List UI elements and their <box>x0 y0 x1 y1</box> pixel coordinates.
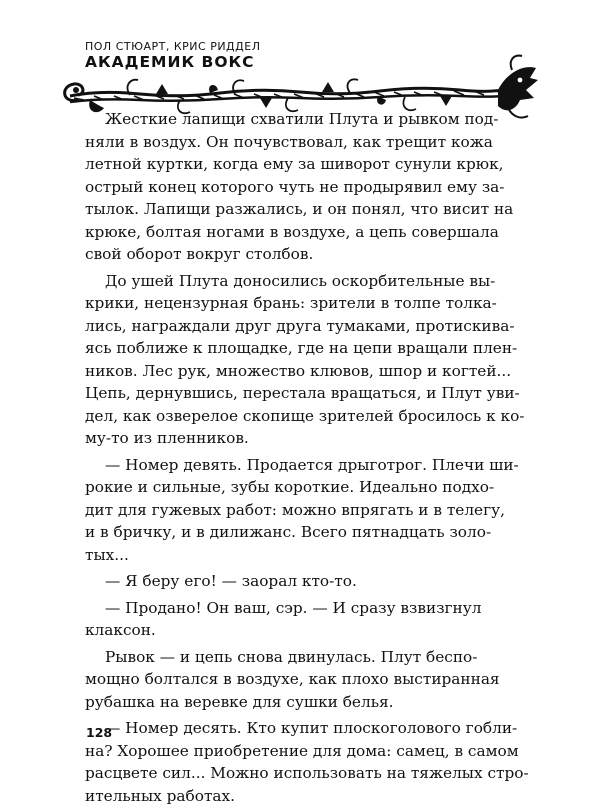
paragraph <box>85 717 529 807</box>
ornament-left-curl <box>65 84 83 101</box>
text-line: — Номер десять. Кто купит плоскоголового гобли- <box>105 719 518 737</box>
text-line: расцвете сил... Можно использовать на тяжелых стро- <box>85 764 529 782</box>
ornament-leaf-4 <box>440 96 452 106</box>
text-line: клаксон. <box>85 621 156 639</box>
text-line: Цепь, дернувшись, перестала вращаться, и Плут уви- <box>85 384 520 402</box>
ornament-leaf-1 <box>156 84 168 94</box>
text-line: ительных работах. <box>85 786 236 805</box>
page-number: 128 <box>86 725 113 740</box>
text-line: лись, награждали друг друга тумаками, протискива- <box>85 316 515 335</box>
paragraph <box>85 646 517 714</box>
text-line: тылок. Лапищи разжались, и он понял, что висит на <box>85 200 514 218</box>
text-line: Жесткие лапищи схватили Плута и рывком под- <box>105 110 499 128</box>
ornament-creature-eye <box>518 78 523 83</box>
text-line: ясь поближе к площадке, где на цепи вращали плен- <box>85 339 518 357</box>
text-line: острый конец которого чуть не продырявил ему за- <box>85 177 505 196</box>
text-line: на? Хорошее приобретение для дома: самец, в самом <box>85 741 519 760</box>
text-line: крики, нецензурная брань: зрители в толпе толка- <box>85 294 497 312</box>
text-line: мощно болтался в воздухе, как плохо выстиранная <box>85 670 500 688</box>
text-line: и в бричку, и в дилижанс. Всего пятнадцать золо- <box>85 523 492 541</box>
text-line: му-то из пленников. <box>85 429 249 447</box>
paragraph <box>85 597 517 642</box>
chapter-body-text <box>85 108 529 811</box>
text-line: — Я беру его! — заорал кто-то. <box>105 572 357 590</box>
text-line: крюке, болтая ногами в воздухе, а цепь совершала <box>85 222 499 241</box>
ornament-sprout-5 <box>348 79 358 93</box>
text-line: — Продано! Он ваш, сэр. — И сразу взвизгнул <box>105 598 482 617</box>
text-line: рубашка на веревке для сушки белья. <box>85 692 394 711</box>
header-authors: ПОЛ СТЮАРТ, КРИС РИДДЕЛ <box>85 40 261 53</box>
text-line: дел, как озверелое скопище зрителей бросилось к ко- <box>85 406 525 425</box>
text-line: До ушей Плута доносились оскорбительные вы- <box>105 271 496 290</box>
header-book-title: АКАДЕМИК ВОКС <box>85 53 255 71</box>
paragraph <box>85 454 517 567</box>
text-line: рокие и сильные, зубы короткие. Идеально подхо- <box>85 478 495 496</box>
text-line: Рывок — и цепь снова двинулась. Плут беспо- <box>105 647 478 666</box>
text-line: летной куртки, когда ему за шиворот сунули крюк, <box>85 155 504 173</box>
text-line: — Номер девять. Продается дрыготрог. Плечи ши- <box>105 455 519 474</box>
text-line: тых... <box>85 545 129 564</box>
ornament-leaf-3 <box>322 82 334 92</box>
ornament-leaf-5 <box>209 85 218 93</box>
ornament-creature-horn <box>511 56 522 70</box>
text-line: няли в воздух. Он почувствовал, как трещит кожа <box>85 132 493 151</box>
ornament-creature-head <box>498 67 538 110</box>
text-line: дит для гужевых работ: можно впрягать и в телегу, <box>85 500 505 519</box>
ornament-leaf-2 <box>260 98 272 108</box>
ornament-left-knot <box>73 87 79 93</box>
paragraph <box>85 570 517 593</box>
text-line: ников. Лес рук, множество клювов, шпор и когтей... <box>85 361 512 380</box>
paragraph <box>85 108 517 266</box>
paragraph <box>85 270 525 450</box>
text-line: свой оборот вокруг столбов. <box>85 245 314 263</box>
